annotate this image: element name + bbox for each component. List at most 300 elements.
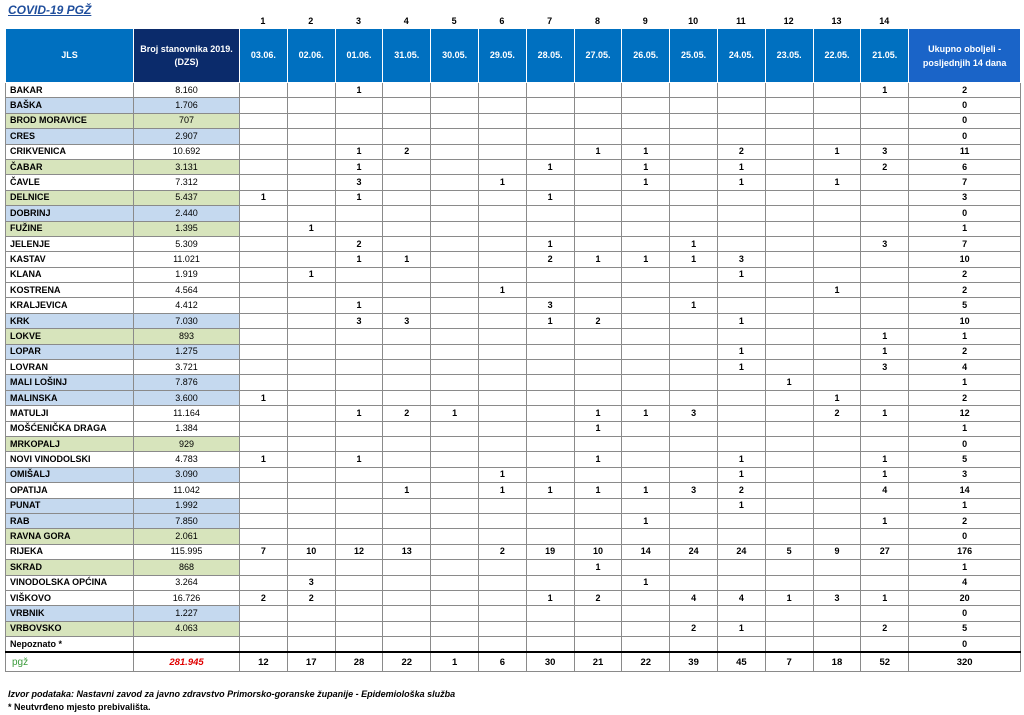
case-count-cell [622,529,670,544]
case-count-cell: 1 [335,190,383,205]
table-row [6,159,1021,174]
municipality-name: Nepoznato * [6,637,134,653]
case-count-cell [717,637,765,653]
table-row [6,344,1021,359]
population-cell: 3.600 [134,390,240,405]
case-count-cell: 14 [622,544,670,559]
case-count-cell [240,267,288,282]
covid-table [5,28,1021,672]
case-count-cell [813,483,861,498]
case-count-cell [287,83,335,98]
case-count-cell [813,436,861,451]
case-count-cell: 3 [861,360,909,375]
day-total-cell: 28 [335,652,383,672]
case-count-cell [670,329,718,344]
day-number: 13 [831,15,842,26]
case-count-cell [240,467,288,482]
case-count-cell [861,313,909,328]
case-count-cell [765,236,813,251]
case-count-cell [526,467,574,482]
case-count-cell [383,221,431,236]
case-count-cell [478,406,526,421]
case-count-cell [765,436,813,451]
municipality-name: VIŠKOVO [6,590,134,605]
case-count-cell [622,467,670,482]
case-count-cell [287,129,335,144]
case-count-cell [335,606,383,621]
case-count-cell: 1 [717,498,765,513]
case-count-cell: 3 [717,252,765,267]
row-total-cell: 0 [909,206,1021,221]
case-count-cell: 2 [240,590,288,605]
case-count-cell [765,452,813,467]
case-count-cell [287,483,335,498]
case-count-cell [478,560,526,575]
case-count-cell [240,375,288,390]
population-cell: 1.384 [134,421,240,436]
population-cell: 893 [134,329,240,344]
case-count-cell [670,159,718,174]
row-total-cell: 2 [909,513,1021,528]
case-count-cell [670,206,718,221]
case-count-cell [526,206,574,221]
pgz-logo: pgž [6,652,134,672]
case-count-cell [240,483,288,498]
case-count-cell: 1 [622,175,670,190]
case-count-cell [383,206,431,221]
case-count-cell [431,344,479,359]
case-count-cell [287,313,335,328]
case-count-cell: 1 [717,159,765,174]
case-count-cell [240,406,288,421]
case-count-cell [765,421,813,436]
case-count-cell: 5 [765,544,813,559]
case-count-cell [240,621,288,636]
municipality-name: RIJEKA [6,544,134,559]
total-population: 281.945 [134,652,240,672]
municipality-name: CRES [6,129,134,144]
case-count-cell: 1 [717,313,765,328]
header-jls: JLS [6,29,134,83]
population-cell: 4.063 [134,621,240,636]
case-count-cell [287,621,335,636]
case-count-cell: 1 [335,298,383,313]
page-title: COVID-19 PGŽ [8,3,92,17]
case-count-cell: 1 [622,252,670,267]
case-count-cell: 1 [670,298,718,313]
case-count-cell [526,98,574,113]
case-count-cell [335,129,383,144]
case-count-cell [383,83,431,98]
case-count-cell [478,129,526,144]
case-count-cell: 2 [287,590,335,605]
case-count-cell [287,144,335,159]
case-count-cell [574,621,622,636]
case-count-cell: 1 [670,252,718,267]
case-count-cell [861,436,909,451]
case-count-cell [478,313,526,328]
municipality-name: JELENJE [6,236,134,251]
row-total-cell: 10 [909,252,1021,267]
case-count-cell: 1 [335,252,383,267]
case-count-cell [431,113,479,128]
case-count-cell [574,221,622,236]
case-count-cell: 1 [670,236,718,251]
case-count-cell: 1 [765,590,813,605]
case-count-cell [622,113,670,128]
case-count-cell [813,252,861,267]
case-count-cell: 3 [287,575,335,590]
case-count-cell: 1 [335,159,383,174]
row-total-cell: 1 [909,329,1021,344]
case-count-cell [813,221,861,236]
case-count-cell [861,498,909,513]
footnote: * Neutvrđeno mjesto prebivališta. [8,702,151,712]
case-count-cell [622,83,670,98]
case-count-cell: 1 [813,283,861,298]
case-count-cell [431,159,479,174]
case-count-cell [478,252,526,267]
case-count-cell [765,283,813,298]
case-count-cell: 1 [574,252,622,267]
header-date: 26.05. [622,29,670,83]
case-count-cell [861,283,909,298]
table-row [6,283,1021,298]
population-cell: 3.131 [134,159,240,174]
case-count-cell [526,390,574,405]
row-total-cell: 176 [909,544,1021,559]
case-count-cell [526,375,574,390]
case-count-cell [670,113,718,128]
case-count-cell [622,329,670,344]
case-count-cell: 2 [861,621,909,636]
table-row [6,252,1021,267]
case-count-cell [765,513,813,528]
header-population: Broj stanovnika 2019. (DZS) [134,29,240,83]
case-count-cell: 1 [478,467,526,482]
case-count-cell [813,313,861,328]
case-count-cell [240,344,288,359]
case-count-cell: 1 [622,513,670,528]
case-count-cell [670,436,718,451]
case-count-cell [574,498,622,513]
population-cell: 5.437 [134,190,240,205]
population-cell: 2.061 [134,529,240,544]
case-count-cell: 2 [383,406,431,421]
case-count-cell [383,375,431,390]
case-count-cell [431,606,479,621]
case-count-cell [335,637,383,653]
case-count-cell [813,606,861,621]
row-total-cell: 2 [909,344,1021,359]
case-count-cell [383,560,431,575]
case-count-cell: 1 [861,329,909,344]
case-count-cell [526,621,574,636]
case-count-cell [287,206,335,221]
case-count-cell [670,144,718,159]
case-count-cell [431,190,479,205]
case-count-cell [240,421,288,436]
case-count-cell [861,175,909,190]
case-count-cell [813,421,861,436]
case-count-cell [622,313,670,328]
header-date: 31.05. [383,29,431,83]
case-count-cell: 1 [717,344,765,359]
case-count-cell [526,175,574,190]
case-count-cell [240,159,288,174]
case-count-cell [335,621,383,636]
case-count-cell [574,175,622,190]
case-count-cell [335,360,383,375]
case-count-cell [574,267,622,282]
case-count-cell [383,113,431,128]
case-count-cell [431,529,479,544]
case-count-cell: 1 [526,313,574,328]
case-count-cell [478,344,526,359]
case-count-cell [287,406,335,421]
case-count-cell [622,390,670,405]
case-count-cell [861,375,909,390]
case-count-cell [574,329,622,344]
header-date: 30.05. [431,29,479,83]
case-count-cell [431,498,479,513]
municipality-name: MALI LOŠINJ [6,375,134,390]
municipality-name: NOVI VINODOLSKI [6,452,134,467]
case-count-cell [622,498,670,513]
row-total-cell: 0 [909,637,1021,653]
case-count-cell [813,452,861,467]
population-cell: 11.021 [134,252,240,267]
row-total-cell: 1 [909,421,1021,436]
case-count-cell [717,406,765,421]
case-count-cell [670,575,718,590]
case-count-cell: 27 [861,544,909,559]
population-cell: 11.164 [134,406,240,421]
table-row [6,175,1021,190]
case-count-cell: 3 [813,590,861,605]
day-total-cell: 22 [622,652,670,672]
case-count-cell: 1 [813,175,861,190]
row-total-cell: 7 [909,175,1021,190]
case-count-cell [478,421,526,436]
case-count-cell [526,113,574,128]
case-count-cell: 4 [670,590,718,605]
case-count-cell [478,221,526,236]
municipality-name: KRALJEVICA [6,298,134,313]
case-count-cell [765,113,813,128]
case-count-cell [287,113,335,128]
row-total-cell: 2 [909,390,1021,405]
case-count-cell [383,190,431,205]
case-count-cell [478,206,526,221]
case-count-cell [526,575,574,590]
day-number: 14 [879,15,890,26]
case-count-cell [813,575,861,590]
case-count-cell [431,236,479,251]
row-total-cell: 0 [909,529,1021,544]
data-source-note: Izvor podataka: Nastavni zavod za javno zdravstvo Primorsko-goranske županije - Epidemiološka služba [8,689,456,699]
case-count-cell [574,344,622,359]
case-count-cell [622,590,670,605]
case-count-cell: 10 [287,544,335,559]
row-total-cell: 14 [909,483,1021,498]
case-count-cell [670,344,718,359]
case-count-cell [861,113,909,128]
table-row [6,113,1021,128]
day-total-cell: 17 [287,652,335,672]
case-count-cell [813,529,861,544]
header-date: 29.05. [478,29,526,83]
case-count-cell: 1 [813,390,861,405]
case-count-cell: 2 [670,621,718,636]
case-count-cell [431,313,479,328]
case-count-cell [622,298,670,313]
case-count-cell [765,144,813,159]
case-count-cell: 1 [574,421,622,436]
table-row [6,313,1021,328]
population-cell: 3.721 [134,360,240,375]
case-count-cell: 1 [622,144,670,159]
case-count-cell: 1 [717,360,765,375]
case-count-cell: 1 [622,483,670,498]
population-cell: 5.309 [134,236,240,251]
population-cell: 868 [134,560,240,575]
case-count-cell: 3 [383,313,431,328]
case-count-cell [335,483,383,498]
table-row [6,544,1021,559]
case-count-cell [287,421,335,436]
case-count-cell [287,252,335,267]
case-count-cell [813,298,861,313]
case-count-cell [478,590,526,605]
case-count-cell [478,637,526,653]
municipality-name: LOPAR [6,344,134,359]
case-count-cell [240,175,288,190]
case-count-cell [431,637,479,653]
municipality-name: OPATIJA [6,483,134,498]
day-number: 1 [260,15,266,26]
case-count-cell [431,590,479,605]
row-total-cell: 4 [909,575,1021,590]
case-count-cell [622,129,670,144]
case-count-cell [478,606,526,621]
row-total-cell: 1 [909,560,1021,575]
case-count-cell [574,236,622,251]
case-count-cell [383,606,431,621]
case-count-cell [431,98,479,113]
header-date: 25.05. [670,29,718,83]
municipality-name: FUŽINE [6,221,134,236]
case-count-cell [670,283,718,298]
day-number: 3 [355,15,361,26]
case-count-cell: 2 [717,483,765,498]
municipality-name: VRBOVSKO [6,621,134,636]
case-count-cell [717,221,765,236]
table-row [6,621,1021,636]
case-count-cell [526,498,574,513]
case-count-cell [240,113,288,128]
case-count-cell [670,313,718,328]
case-count-cell [813,498,861,513]
case-count-cell [813,83,861,98]
header-date: 27.05. [574,29,622,83]
case-count-cell [670,513,718,528]
case-count-cell: 1 [526,590,574,605]
row-total-cell: 2 [909,283,1021,298]
case-count-cell [383,529,431,544]
case-count-cell [717,283,765,298]
header-date: 03.06. [240,29,288,83]
case-count-cell: 3 [670,406,718,421]
case-count-cell: 1 [478,483,526,498]
case-count-cell [287,375,335,390]
case-count-cell: 1 [287,267,335,282]
case-count-cell [861,206,909,221]
case-count-cell [861,560,909,575]
case-count-cell [383,421,431,436]
case-count-cell [335,529,383,544]
case-count-cell [765,498,813,513]
case-count-cell [383,129,431,144]
row-total-cell: 4 [909,360,1021,375]
case-count-cell [574,606,622,621]
case-count-cell [622,360,670,375]
case-count-cell [622,267,670,282]
case-count-cell: 1 [861,344,909,359]
table-row [6,98,1021,113]
case-count-cell: 1 [861,452,909,467]
case-count-cell [622,436,670,451]
case-count-cell [765,98,813,113]
population-cell: 2.907 [134,129,240,144]
case-count-cell [431,421,479,436]
case-count-cell [861,390,909,405]
day-total-cell: 22 [383,652,431,672]
case-count-cell [526,344,574,359]
case-count-cell [670,83,718,98]
case-count-cell [526,129,574,144]
case-count-cell [622,344,670,359]
case-count-cell [431,252,479,267]
day-number: 7 [547,15,553,26]
case-count-cell [526,560,574,575]
municipality-name: RAB [6,513,134,528]
case-count-cell [287,298,335,313]
case-count-cell [861,298,909,313]
case-count-cell [240,498,288,513]
case-count-cell [478,529,526,544]
case-count-cell: 3 [861,144,909,159]
population-cell: 1.919 [134,267,240,282]
table-row [6,483,1021,498]
row-total-cell: 0 [909,129,1021,144]
case-count-cell [240,436,288,451]
case-count-cell [765,360,813,375]
case-count-cell [335,421,383,436]
header-total: Ukupno oboljeli - posljednjih 14 dana [909,29,1021,83]
case-count-cell: 1 [717,621,765,636]
population-cell: 11.042 [134,483,240,498]
case-count-cell [287,498,335,513]
municipality-name: LOVRAN [6,360,134,375]
case-count-cell [526,436,574,451]
case-count-cell [383,267,431,282]
case-count-cell [383,467,431,482]
case-count-cell: 1 [526,159,574,174]
case-count-cell [670,375,718,390]
case-count-cell [287,467,335,482]
case-count-cell [287,236,335,251]
